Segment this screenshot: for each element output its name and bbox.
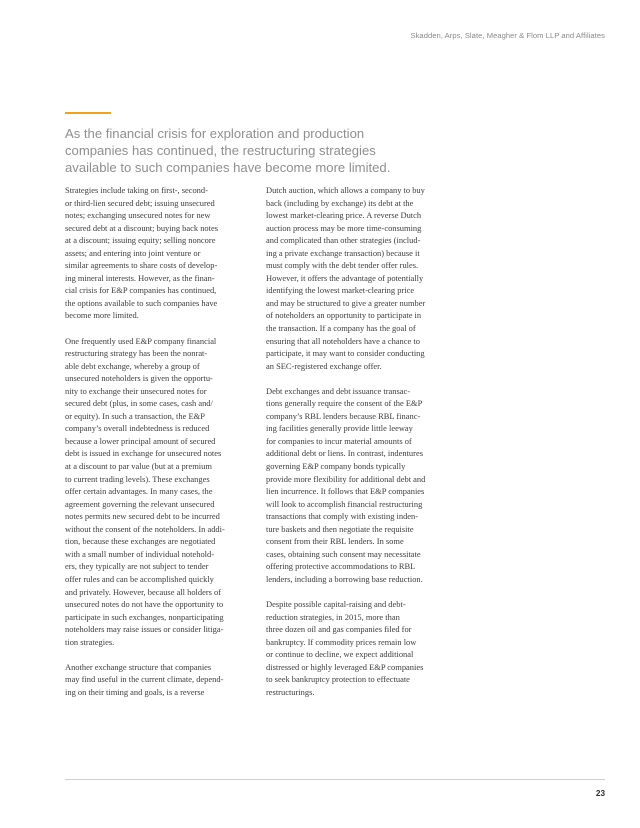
body-text-line: for companies to incur material amounts of [266,435,412,446]
body-text-line: offer rules and can be accomplished quickly [65,573,214,584]
body-text-line: assets; and entering into joint venture or [65,247,201,258]
body-text-line: One frequently used E&P company financial [65,335,217,346]
pull-quote-line: available to such companies have become more limited. [65,160,391,175]
body-text-line: and may be structured to give a greater number [266,297,426,308]
body-text-line: offering protective accommodations to RBL [266,561,416,572]
body-text-line: similar agreements to share costs of develop- [65,260,218,271]
body-text-line: may find useful in the current climate, depend- [65,674,224,685]
pull-quote [65,125,465,176]
page-number: 23 [595,789,605,798]
body-text-line: lenders, including a borrowing base reduction. [266,573,423,584]
body-text-line: restructuring strategy has been the nonrat- [65,348,208,359]
body-text-line: or equity). In such a transaction, the E&P [65,410,205,421]
footer-rule [65,779,605,780]
body-text-line: lien incurrence. It follows that E&P companies [266,486,425,497]
body-text-line: back (including by exchange) its debt at the [266,197,414,208]
body-text-line: restructurings. [266,686,315,697]
body-text-line: and complicated than other strategies (includ- [266,235,421,246]
body-text-line: tion, because these exchanges are negotiated [65,536,216,547]
body-text-line: three dozen oil and gas companies filed for [266,624,412,635]
body-text-line: cial crisis for E&P companies has continued, [65,285,217,296]
body-text-line: nity to exchange their unsecured notes for [65,385,207,396]
body-paragraph [65,661,261,699]
body-text-line: company’s RBL lenders because RBL financ- [266,410,421,421]
body-text-line: and privately. However, because all holders of [65,586,222,597]
body-text-line: distressed or highly leveraged E&P companies [266,661,424,672]
body-text-line: However, it offers the advantage of potentially [266,272,424,283]
body-text-line: at a discount to par value (but at a premium [65,461,212,472]
body-text-line: bankruptcy. If commodity prices remain low [266,636,417,647]
body-text-line: additional debt or liens. In contrast, indentures [266,448,423,459]
pull-quote-line: As the financial crisis for exploration and production [65,126,365,141]
body-text-line: company’s overall indebtedness is reduced [65,423,210,434]
pull-quote-line: companies has continued, the restructuring strategies [65,143,376,158]
right-column [266,184,466,711]
body-text-line: Debt exchanges and debt issuance transac- [266,385,411,396]
body-text-line: will look to accomplish financial restructuring [266,498,423,509]
accent-rule [65,112,111,114]
body-text-line: Dutch auction, which allows a company to buy [266,185,425,195]
body-text-line: Strategies include taking on first-, second- [65,185,208,195]
body-text-line: secured debt (plus, in some cases, cash and/ [65,398,213,409]
body-text-line: participate in such exchanges, nonparticipating [65,611,224,622]
running-header: Skadden, Arps, Slate, Meagher & Flom LLP and Affiliates [410,31,605,40]
body-text-line: ture baskets and then negotiate the requisite [266,523,414,534]
body-text-line: transactions that comply with existing inden- [266,511,419,522]
body-text-line: cases, obtaining such consent may necessitate [266,548,421,559]
body-text-line: an SEC-registered exchange offer. [266,360,382,371]
body-text-line: noteholders may raise issues or consider litiga- [65,624,224,635]
body-text-line: auction process may be more time-consuming [266,222,422,233]
body-text-line: to seek bankruptcy protection to effectuate [266,674,410,685]
body-text-line: without the consent of the noteholders. In addi- [65,523,225,534]
body-text-line: identifying the lowest market-clearing price [266,285,415,296]
body-text-line: or continue to decline, we expect additional [266,649,414,660]
body-text-line: Another exchange structure that companies [65,661,212,672]
body-text-line: agreement governing the relevant unsecured [65,498,215,509]
body-text-line: notes permits new secured debt to be incurred [65,511,220,522]
body-text-line: ers, they typically are not subject to tender [65,561,209,572]
body-text-line: participate, it may want to consider conducting [266,348,425,359]
body-text-line: notes; exchanging unsecured notes for new [65,210,211,221]
body-text-line: offer certain advantages. In many cases, the [65,486,213,497]
body-text-line: ensuring that all noteholders have a chance to [266,335,420,346]
body-text-line: reduction strategies, in 2015, more than [266,611,400,622]
body-text-line: tions generally require the consent of the E&P [266,398,423,409]
body-text-line: tion strategies. [65,636,115,647]
body-text-line: or third-lien secured debt; issuing unsecured [65,197,215,208]
body-paragraph [65,184,261,322]
body-paragraph [266,598,466,698]
body-text-line: must comply with the debt tender offer rules. [266,260,419,271]
body-text-line: unsecured notes do not have the opportunity to [65,599,224,610]
body-text-line: debt is issued in exchange for unsecured notes [65,448,222,459]
body-text-line: lowest market-clearing price. A reverse Dutch [266,210,422,221]
body-text-line: unsecured noteholders is given the opportu- [65,373,213,384]
body-text-line: of noteholders an opportunity to participate in [266,310,422,321]
body-text-line: the options available to such companies have [65,297,218,308]
body-text-line: ing on their timing and goals, is a reverse [65,686,205,697]
body-text-line: governing E&P company bonds typically [266,461,406,472]
body-text-line: Despite possible capital-raising and debt- [266,599,406,610]
body-text-line: the transaction. If a company has the goal of [266,323,416,334]
body-text-line: ing a private exchange transaction) because it [266,247,420,258]
body-paragraph [65,335,261,649]
body-text-line: secured debt at a discount; buying back notes [65,222,219,233]
left-column [65,184,261,711]
body-text-line: become more limited. [65,310,139,321]
body-text-line: able debt exchange, whereby a group of [65,360,200,371]
body-text-line: ing facilities generally provide little leeway [266,423,413,434]
body-paragraph [266,184,466,372]
body-text-line: to current trading levels). These exchanges [65,473,210,484]
body-text-line: with a small number of individual notehold- [65,548,215,559]
body-text-line: provide more flexibility for additional debt and [266,473,426,484]
body-text-line: because a lower principal amount of secured [65,435,216,446]
body-text-line: consent from their RBL lenders. In some [266,536,404,547]
body-text-line: ing mineral interests. However, as the finan- [65,272,215,283]
body-paragraph [266,385,466,586]
body-text-line: at a discount; issuing equity; selling noncore [65,235,216,246]
